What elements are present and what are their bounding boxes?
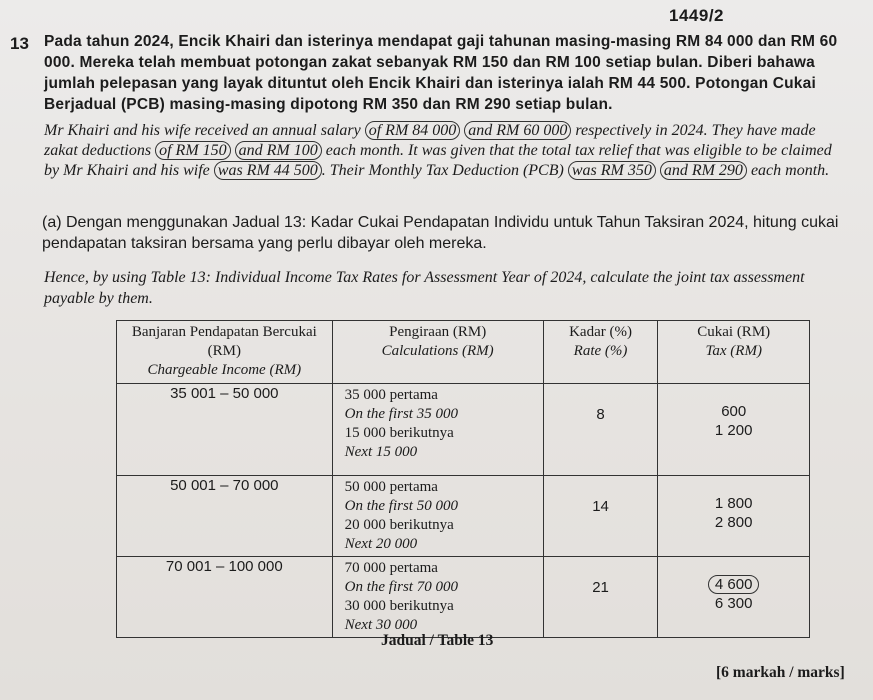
- header-calculations: Pengiraan (RM) Calculations (RM): [332, 321, 543, 384]
- income-range: 70 001 – 100 000: [117, 557, 333, 638]
- income-range: 50 001 – 70 000: [117, 476, 333, 557]
- question-text-malay: Pada tahun 2024, Encik Khairi dan isterinya mendapat gaji tahunan masing-masing RM 84 000 dan RM 60 000. Mereka telah membuat potongan zakat sebanyak RM 150 dan RM 100 setiap bulan. Diberi bahawa jumlah pelepasan yang layak dituntut oleh Encik Khairi dan isterinya ialah RM 44 500. Potongan Cukai Berjadual (PCB) masing-masing dipotong RM 350 dan RM 290 setiap bulan.: [44, 33, 838, 113]
- question-text-english: Mr Khairi and his wife received an annual salary of RM 84 000 and RM 60 000 respectively in 2024. They have made zakat deductions of RM 150 and RM 100 each month. It was given that the total tax relief that was eligible to be claimed by Mr Khairi and his wife was RM 44 500 . Their Monthly Tax Deduction (PCB) was RM 350 and RM 290 each month.: [44, 122, 832, 179]
- header-rate: Kadar (%) Rate (%): [543, 321, 658, 384]
- circled-tax-value: 4 600: [708, 575, 760, 594]
- table-header-row: [117, 321, 810, 384]
- table-row: [117, 476, 810, 557]
- table-row: [117, 384, 810, 476]
- paper-code: 1449/2: [669, 6, 724, 25]
- header-chargeable-income: Banjaran Pendapatan Bercukai (RM) Chargeable Income (RM): [117, 321, 333, 384]
- calculation-cell: 70 000 pertama On the first 70 000 30 000 berikutnya Next 30 000: [332, 557, 543, 638]
- tax-rate-table: [116, 320, 810, 638]
- circled-amount: of RM 84 000: [365, 121, 461, 140]
- circled-amount: and RM 60 000: [464, 121, 571, 140]
- header-tax: Cukai (RM) Tax (RM): [658, 321, 810, 384]
- rate-cell: 8: [543, 384, 658, 476]
- tax-cell: 4 600 6 300: [658, 557, 810, 638]
- circled-amount: and RM 290: [660, 161, 747, 180]
- part-a-malay: (a) Dengan menggunakan Jadual 13: Kadar Cukai Pendapatan Individu untuk Tahun Taksiran 2024, hitung cukai pendapatan taksiran bersama yang perlu dibayar oleh mereka.: [42, 214, 839, 252]
- circled-amount: and RM 100: [235, 141, 322, 160]
- income-range: 35 001 – 50 000: [117, 384, 333, 476]
- circled-amount: was RM 350: [568, 161, 656, 180]
- table-row: [117, 557, 810, 638]
- circled-amount: was RM 44 500: [214, 161, 322, 180]
- tax-cell: 1 800 2 800: [658, 476, 810, 557]
- tax-cell: 600 1 200: [658, 384, 810, 476]
- calculation-cell: 35 000 pertama On the first 35 000 15 000 berikutnya Next 15 000: [332, 384, 543, 476]
- rate-cell: 21: [543, 557, 658, 638]
- rate-cell: 14: [543, 476, 658, 557]
- calculation-cell: 50 000 pertama On the first 50 000 20 000 berikutnya Next 20 000: [332, 476, 543, 557]
- circled-amount: of RM 150: [155, 141, 231, 160]
- part-a-english: Hence, by using Table 13: Individual Income Tax Rates for Assessment Year of 2024, calculate the joint tax assessment payable by them.: [44, 269, 805, 307]
- marks-allocation: [6 markah / marks]: [716, 664, 845, 681]
- table-caption: Jadual / Table 13: [381, 632, 494, 649]
- question-number: 13: [10, 34, 29, 53]
